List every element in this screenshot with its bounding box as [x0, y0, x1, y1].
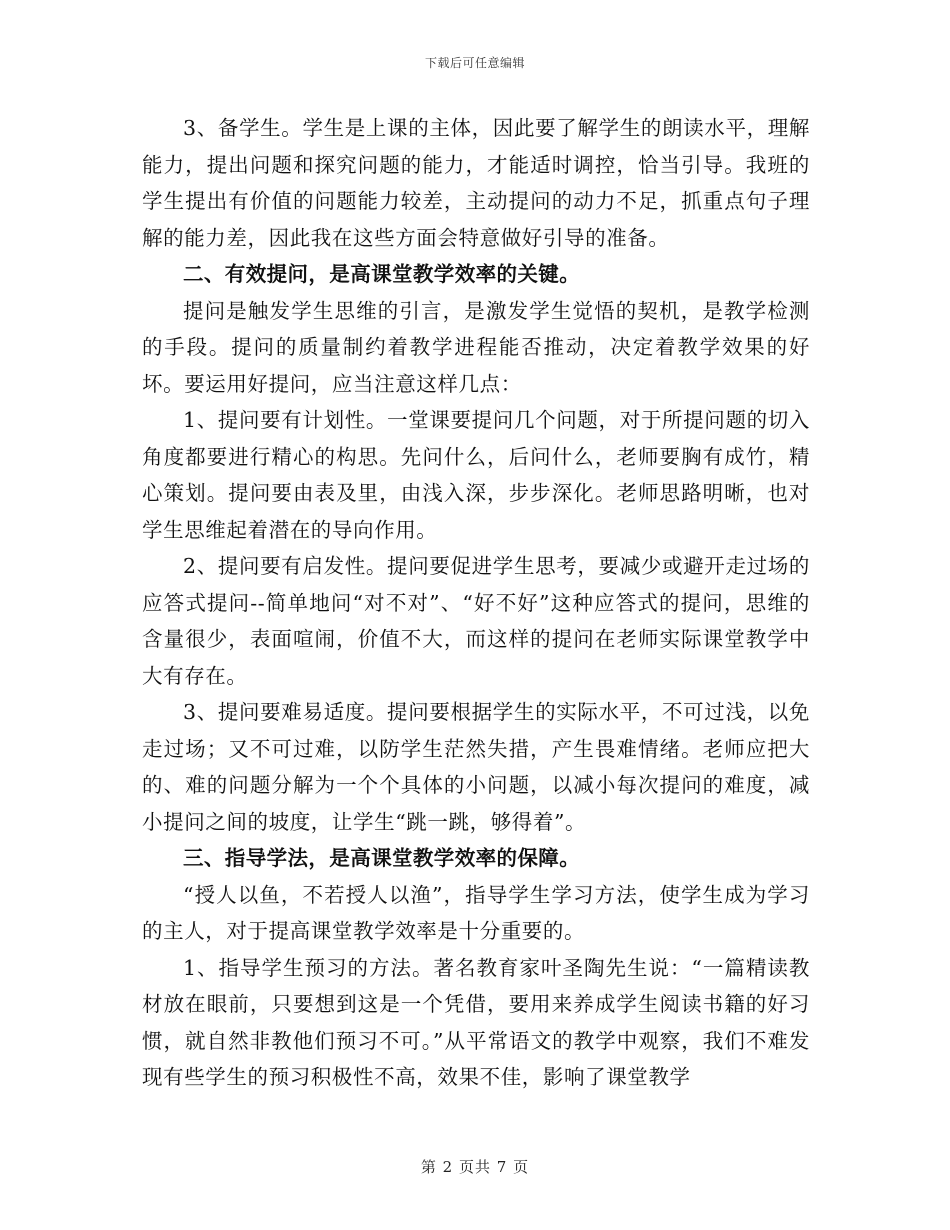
paragraph-preview-method: 1、指导学生预习的方法。著名教育家叶圣陶先生说：“一篇精读教材放在眼前，只要想到这是一个凭借，要用来养成学生阅读书籍的好习惯，就自然非教他们预习不可。”从平常语文的教学中观察，我们不难发现有些学生的预习积极性不高，效果不佳，影响了课堂教学	[142, 955, 810, 1089]
document-body	[142, 110, 810, 1096]
page-header: 下载后可任意编辑	[424, 56, 525, 70]
paragraph-questioning-intro: 提问是触发学生思维的引言，是激发学生觉悟的契机，是教学检测的手段。提问的质量制约着教学进程能否推动，决定着教学效果的好坏。要运用好提问，应当注意这样几点：	[142, 298, 810, 396]
paragraph-teach-to-fish: “授人以鱼，不若授人以渔”，指导学生学习方法，使学生成为学习的主人，对于提高课堂教学效率是十分重要的。	[142, 882, 810, 943]
paragraph-prepare-students: 3、备学生。学生是上课的主体，因此要了解学生的朗读水平，理解能力，提出问题和探究问题的能力，才能适时调控，恰当引导。我班的学生提出有价值的问题能力较差，主动提问的动力不足，抓重点句子理解的能力差，因此我在这些方面会特意做好引导的准备。	[142, 116, 810, 250]
section-heading-learning-methods: 三、指导学法，是高课堂教学效率的保障。	[183, 846, 581, 870]
page-footer-number: 第 2 页共 7 页	[420, 1158, 530, 1176]
paragraph-question-planning: 1、提问要有计划性。一堂课要提问几个问题，对于所提问题的切入角度都要进行精心的构思。先问什么，后问什么，老师要胸有成竹，精心策划。提问要由表及里，由浅入深，步步深化。老师思路明晰，也对学生思维起着潜在的导向作用。	[142, 408, 810, 542]
paragraph-question-difficulty: 3、提问要难易适度。提问要根据学生的实际水平，不可过浅，以免走过场；又不可过难，以防学生茫然失措，产生畏难情绪。老师应把大的、难的问题分解为一个个具体的小问题，以减小每次提问的难度，减小提问之间的坡度，让学生“跳一跳，够得着”。	[142, 700, 810, 834]
paragraph-question-inspiring: 2、提问要有启发性。提问要促进学生思考，要减少或避开走过场的应答式提问--简单地问“对不对”、“好不好”这种应答式的提问，思维的含量很少，表面喧闹，价值不大，而这样的提问在老师实际课堂教学中大有存在。	[142, 554, 810, 688]
section-heading-effective-questioning: 二、有效提问，是高课堂教学效率的关键。	[183, 262, 581, 286]
